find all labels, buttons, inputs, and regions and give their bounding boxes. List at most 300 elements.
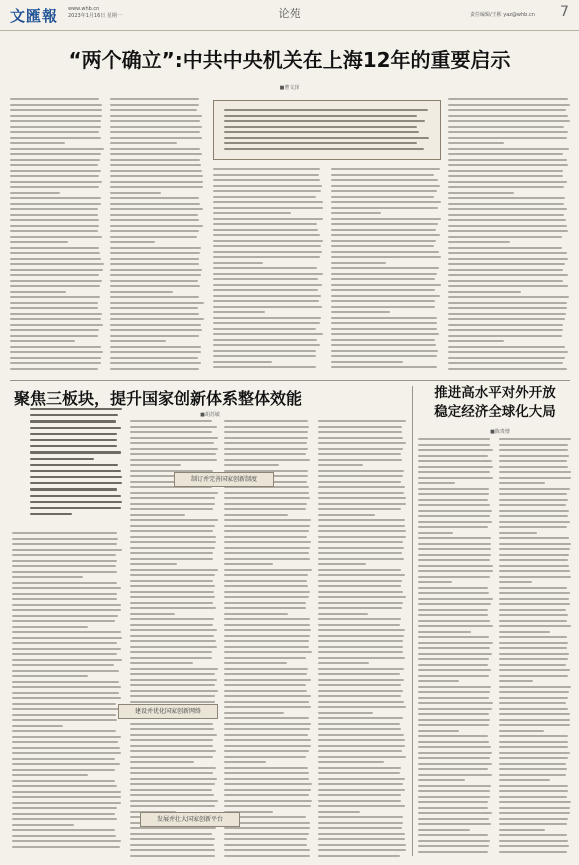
text-line (318, 437, 403, 439)
text-line (10, 208, 98, 210)
text-line (12, 648, 121, 650)
text-line (213, 240, 323, 242)
text-line (418, 647, 490, 649)
text-line (10, 98, 99, 100)
text-line (213, 190, 321, 192)
text-line (110, 208, 203, 210)
text-line (213, 251, 322, 253)
text-line (130, 519, 218, 521)
editor-credit: 责任编辑/王彬 yaz@whb.cn (470, 12, 535, 18)
text-line (418, 790, 490, 792)
text-line (224, 728, 310, 730)
text-line (12, 587, 121, 589)
text-line (10, 170, 101, 172)
text-line (224, 552, 309, 554)
text-line (331, 223, 438, 225)
text-line (418, 840, 490, 842)
text-line (499, 526, 567, 528)
text-line (10, 291, 66, 293)
text-line (331, 267, 439, 269)
text-line (418, 669, 491, 671)
text-line (318, 591, 403, 593)
text-line (12, 642, 117, 644)
text-line (110, 170, 202, 172)
text-line (499, 499, 568, 501)
text-line (224, 137, 429, 139)
text-line (418, 444, 490, 446)
text-line (418, 471, 490, 473)
text-line (448, 280, 563, 282)
text-line (318, 481, 401, 483)
text-line (499, 735, 568, 737)
text-line (318, 519, 405, 521)
text-line (12, 708, 120, 710)
text-line (499, 697, 568, 699)
text-line (418, 697, 489, 699)
text-line (10, 186, 99, 188)
text-line (318, 618, 401, 620)
text-line (448, 159, 567, 161)
text-line (499, 576, 571, 578)
text-line (448, 241, 510, 243)
text-line (331, 234, 440, 236)
text-line (213, 278, 318, 280)
text-line (110, 236, 197, 238)
text-line (12, 604, 121, 606)
article2-lead (30, 408, 122, 523)
text-line (418, 636, 489, 638)
text-line (318, 789, 405, 791)
text-line (10, 362, 101, 364)
text-line (10, 137, 101, 139)
text-line (130, 547, 215, 549)
text-line (224, 855, 310, 857)
text-line (418, 785, 491, 787)
text-line (213, 306, 322, 308)
article1-column-4 (331, 168, 441, 373)
text-line (224, 618, 310, 620)
text-line (418, 614, 488, 616)
text-line (224, 701, 309, 703)
text-line (224, 805, 311, 807)
text-line (224, 756, 306, 758)
text-line (213, 333, 323, 335)
text-line (10, 351, 103, 353)
text-line (418, 823, 491, 825)
text-line (110, 285, 200, 287)
text-line (12, 593, 117, 595)
section-divider (10, 380, 570, 381)
text-line (418, 620, 490, 622)
text-line (318, 657, 405, 659)
text-line (224, 712, 284, 714)
text-line (130, 448, 218, 450)
text-line (448, 225, 567, 227)
text-line (499, 559, 568, 561)
text-line (499, 521, 570, 523)
text-line (318, 794, 401, 796)
text-line (12, 620, 115, 622)
text-line (10, 175, 99, 177)
text-line (331, 212, 381, 214)
text-line (224, 772, 309, 774)
text-line (130, 607, 216, 609)
text-line (130, 431, 212, 433)
text-line (130, 613, 175, 615)
text-line (130, 844, 214, 846)
text-line (318, 580, 402, 582)
text-line (10, 296, 100, 298)
text-line (418, 642, 493, 644)
text-line (499, 763, 566, 765)
text-line (418, 686, 491, 688)
text-line (318, 679, 404, 681)
text-line (318, 503, 406, 505)
text-line (130, 503, 215, 505)
text-line (224, 547, 310, 549)
text-line (331, 350, 438, 352)
text-line (213, 201, 323, 203)
text-line (130, 464, 181, 466)
text-line (224, 624, 310, 626)
text-line (110, 120, 200, 122)
text-line (224, 580, 307, 582)
text-line (110, 186, 203, 188)
text-line (331, 306, 435, 308)
text-line (110, 219, 199, 221)
text-line (499, 768, 567, 770)
text-line (110, 159, 200, 161)
text-line (12, 813, 115, 815)
text-line (213, 273, 323, 275)
text-line (213, 311, 265, 313)
text-line (418, 719, 490, 721)
text-line (448, 98, 568, 100)
text-line (110, 269, 202, 271)
text-line (418, 609, 488, 611)
text-line (448, 362, 563, 364)
text-line (12, 549, 122, 551)
text-line (224, 530, 309, 532)
text-line (224, 651, 312, 653)
text-line (318, 629, 405, 631)
text-line (10, 263, 104, 265)
text-line (318, 547, 404, 549)
text-line (418, 438, 490, 440)
text-line (499, 603, 570, 605)
text-line (331, 295, 440, 297)
issue-date: 2023年1月16日 星期一 (68, 13, 122, 19)
text-line (30, 495, 121, 497)
text-line (224, 657, 306, 659)
text-line (418, 592, 489, 594)
text-line (213, 361, 272, 363)
text-line (499, 532, 537, 534)
text-line (318, 712, 373, 714)
text-line (318, 596, 406, 598)
text-line (224, 453, 306, 455)
article3-column-2 (499, 438, 571, 857)
text-line (10, 313, 102, 315)
text-line (318, 772, 400, 774)
text-line (12, 538, 118, 540)
text-line (12, 802, 121, 804)
text-line (10, 203, 101, 205)
text-line (318, 624, 400, 626)
article2-headline: 聚焦三板块，提升国家创新体系整体效能 (14, 389, 303, 408)
text-line (110, 357, 198, 359)
text-line (224, 833, 309, 835)
text-line (499, 614, 568, 616)
text-line (318, 552, 402, 554)
text-line (130, 673, 215, 675)
text-line (318, 838, 405, 840)
text-line (448, 186, 564, 188)
text-line (318, 805, 405, 807)
text-line (213, 339, 317, 341)
text-line (318, 640, 403, 642)
text-line (12, 835, 116, 837)
text-line (448, 340, 504, 342)
text-line (10, 258, 101, 260)
text-line (213, 196, 316, 198)
text-line (110, 329, 202, 331)
text-line (318, 690, 403, 692)
text-line (418, 653, 492, 655)
text-line (418, 724, 489, 726)
text-line (224, 591, 310, 593)
text-line (448, 263, 565, 265)
text-line (331, 240, 436, 242)
text-line (30, 408, 122, 410)
text-line (130, 640, 216, 642)
text-line (499, 691, 569, 693)
text-line (130, 734, 217, 736)
article1-column-5 (448, 98, 570, 373)
text-line (224, 492, 309, 494)
text-line (12, 714, 116, 716)
text-line (499, 796, 567, 798)
text-line (213, 218, 323, 220)
text-line (499, 785, 568, 787)
text-line (110, 148, 200, 150)
text-line (12, 763, 120, 765)
text-line (213, 322, 320, 324)
text-line (418, 482, 455, 484)
text-line (499, 455, 569, 457)
text-line (130, 580, 213, 582)
text-line (224, 761, 266, 763)
text-line (418, 774, 492, 776)
text-line (499, 752, 570, 754)
text-line (318, 684, 401, 686)
text-line (499, 812, 570, 814)
text-line (418, 735, 488, 737)
text-line (130, 767, 216, 769)
text-line (224, 734, 308, 736)
text-line (448, 285, 568, 287)
text-line (224, 514, 288, 516)
text-line (318, 734, 404, 736)
text-line (318, 662, 369, 664)
text-line (499, 488, 570, 490)
text-line (499, 653, 569, 655)
text-line (499, 636, 567, 638)
text-line (331, 251, 439, 253)
text-line (30, 507, 121, 509)
text-line (418, 449, 493, 451)
text-line (318, 508, 401, 510)
text-line (224, 640, 309, 642)
text-line (10, 241, 68, 243)
text-line (499, 471, 571, 473)
text-line (318, 453, 401, 455)
text-line (130, 679, 217, 681)
text-line (224, 800, 312, 802)
text-line (318, 558, 404, 560)
text-line (318, 602, 403, 604)
text-line (318, 706, 406, 708)
text-line (213, 245, 321, 247)
text-line (30, 513, 72, 515)
text-line (448, 120, 570, 122)
article1-column-3 (213, 168, 323, 373)
text-line (418, 603, 491, 605)
text-line (331, 344, 436, 346)
text-line (418, 526, 488, 528)
text-line (331, 300, 435, 302)
text-line (213, 300, 319, 302)
text-line (110, 181, 203, 183)
text-line (418, 631, 471, 633)
text-line (12, 730, 116, 732)
text-line (130, 596, 215, 598)
text-line (110, 307, 198, 309)
text-line (448, 351, 568, 353)
text-line (499, 642, 568, 644)
text-line (418, 801, 488, 803)
text-line (224, 574, 308, 576)
text-line (224, 602, 306, 604)
text-line (448, 208, 567, 210)
text-line (418, 543, 491, 545)
text-line (12, 571, 117, 573)
text-line (499, 702, 566, 704)
text-line (499, 543, 571, 545)
text-line (224, 448, 308, 450)
text-line (130, 778, 217, 780)
text-line (130, 558, 213, 560)
text-line (110, 137, 202, 139)
text-line (12, 659, 122, 661)
text-line (130, 514, 185, 516)
text-line (110, 115, 202, 117)
text-line (448, 148, 569, 150)
text-line (213, 344, 320, 346)
text-line (418, 713, 489, 715)
text-line (12, 769, 115, 771)
text-line (318, 651, 403, 653)
text-line (10, 285, 100, 287)
text-line (499, 515, 568, 517)
section-title: 论苑 (278, 7, 301, 20)
text-line (448, 296, 569, 298)
text-line (418, 818, 489, 820)
text-line (10, 318, 101, 320)
text-line (499, 438, 571, 440)
text-line (10, 120, 101, 122)
text-line (213, 295, 321, 297)
text-line (12, 736, 121, 738)
text-line (318, 816, 403, 818)
text-line (224, 668, 308, 670)
text-line (213, 284, 322, 286)
text-line (110, 230, 199, 232)
text-line (224, 109, 428, 111)
text-line (499, 708, 568, 710)
text-line (30, 420, 116, 422)
text-line (318, 486, 405, 488)
text-line (224, 525, 310, 527)
text-line (499, 834, 567, 836)
article2-subhead-2: 建设并优化国家创新网络 (118, 704, 218, 719)
text-line (110, 192, 161, 194)
text-line (499, 581, 532, 583)
text-line (10, 214, 98, 216)
text-line (12, 791, 121, 793)
text-line (130, 800, 218, 802)
text-line (499, 570, 570, 572)
text-line (418, 548, 491, 550)
text-line (448, 269, 563, 271)
text-line (224, 794, 309, 796)
text-line (130, 574, 215, 576)
text-line (331, 190, 437, 192)
text-line (213, 229, 318, 231)
text-line (318, 701, 404, 703)
text-line (448, 203, 564, 205)
text-line (448, 197, 565, 199)
text-line (448, 131, 568, 133)
text-line (12, 598, 117, 600)
article3-column-1 (418, 438, 493, 857)
text-line (12, 582, 117, 584)
text-line (448, 230, 568, 232)
text-line (110, 197, 199, 199)
text-line (331, 196, 434, 198)
article3-byline: ■陈贵增 (490, 429, 510, 435)
text-line (130, 701, 215, 703)
text-line (418, 499, 488, 501)
text-line (418, 796, 490, 798)
text-line (499, 449, 568, 451)
text-line (448, 274, 568, 276)
text-line (130, 552, 213, 554)
text-line (224, 767, 308, 769)
text-line (110, 131, 200, 133)
text-line (318, 833, 405, 835)
article2-subhead-1: 制订并完善国家创新制度 (174, 472, 274, 487)
text-line (318, 811, 360, 813)
text-line (12, 818, 117, 820)
text-line (318, 673, 400, 675)
text-line (213, 366, 316, 368)
text-line (448, 192, 514, 194)
article1-column-2 (110, 98, 204, 373)
text-line (224, 563, 273, 565)
text-line (318, 530, 406, 532)
text-line (318, 646, 403, 648)
